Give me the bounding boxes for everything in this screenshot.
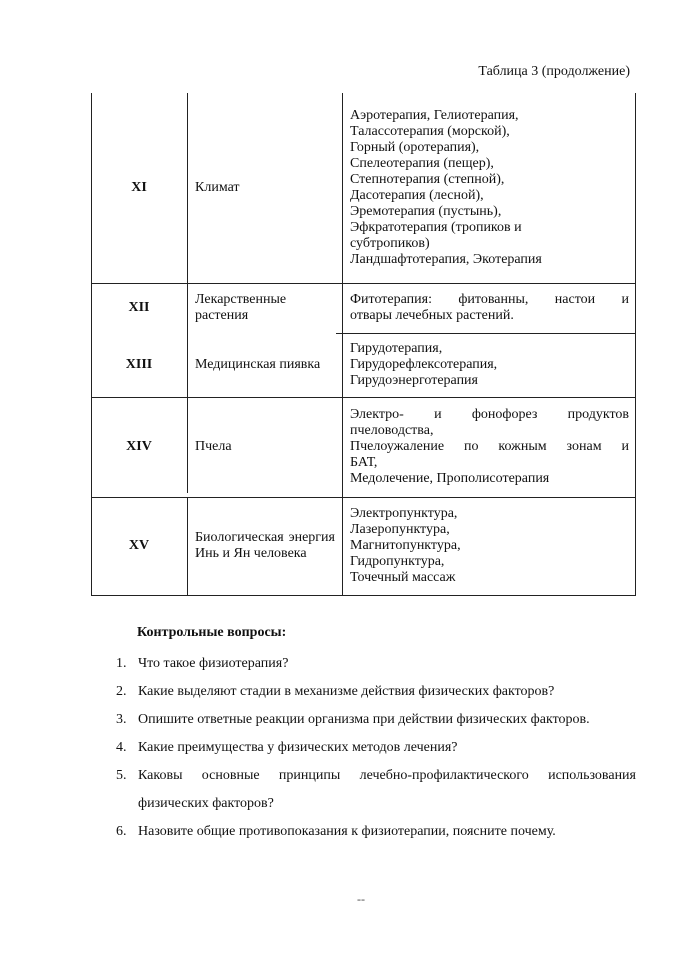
method-line: Гирудотерапия, xyxy=(350,341,443,356)
method-line: Магнитопунктура, xyxy=(350,538,461,553)
question-number: 5. xyxy=(116,768,127,783)
factor-name: Медицинская пиявка xyxy=(195,357,321,372)
method-line: Гирудорефлексотерапия, xyxy=(350,357,498,372)
factor-name: Климат xyxy=(195,180,240,195)
method-line: Аэротерапия, Гелиотерапия, xyxy=(350,108,519,123)
row-number: XII xyxy=(128,300,150,315)
method-line: отвары лечебных растений. xyxy=(350,308,514,323)
method-line: Электро- и фонофорез продуктов xyxy=(350,407,629,422)
method-line: БАТ, xyxy=(350,455,378,470)
row-number: XV xyxy=(128,538,150,553)
method-line: Эремотерапия (пустынь), xyxy=(350,204,502,219)
table-row xyxy=(91,497,636,595)
therapy-table xyxy=(91,93,636,596)
page-number: -- xyxy=(357,892,365,906)
question-number: 4. xyxy=(116,740,127,755)
methods-cell xyxy=(350,283,629,333)
method-line: Точечный массаж xyxy=(350,570,456,585)
row-number: XIII xyxy=(125,357,153,372)
factor-name: Лекарственные растения xyxy=(195,292,287,323)
method-line: Горный (оротерапия), xyxy=(350,140,480,155)
questions-list xyxy=(116,650,636,846)
row-number: XIV xyxy=(126,439,152,454)
method-line: Талассотерапия (морской), xyxy=(350,124,510,139)
question-text: Какие выделяют стадии в механизме действия физических факторов? xyxy=(138,684,555,699)
method-line: Фитотерапия: фитованны, настои и xyxy=(350,292,629,307)
list-item xyxy=(116,818,636,846)
method-line: Степнотерапия (степной), xyxy=(350,172,505,187)
question-number: 6. xyxy=(116,824,127,839)
method-line: Эфкратотерапия (тропиков и xyxy=(350,220,522,235)
list-item xyxy=(116,678,636,706)
question-text: Опишите ответные реакции организма при действии физических факторов. xyxy=(138,712,590,727)
methods-cell xyxy=(350,96,629,280)
question-text: Назовите общие противопоказания к физиотерапии, поясните почему. xyxy=(138,824,556,839)
method-line: пчеловодства, xyxy=(350,423,434,438)
methods-cell xyxy=(350,497,629,595)
method-line: Электропунктура, xyxy=(350,506,458,521)
method-line: Спелеотерапия (пещер), xyxy=(350,156,494,171)
question-number: 1. xyxy=(116,656,127,671)
method-line: Гирудоэнерготерапия xyxy=(350,373,478,388)
question-text: Какие преимущества у физических методов лечения? xyxy=(138,740,458,755)
methods-cell xyxy=(350,397,629,497)
method-line: Ландшафтотерапия, Экотерапия xyxy=(350,252,542,267)
factor-name: Пчела xyxy=(195,439,232,454)
question-text: Каковы основные принципы лечебно-профилактического использования физических факторов? xyxy=(138,768,636,811)
factor-name: Биологическая энергия Инь и Ян человека xyxy=(195,530,335,561)
table-row xyxy=(91,333,636,397)
table-row xyxy=(91,283,636,333)
list-item xyxy=(116,762,636,818)
method-line: Гидропунктура, xyxy=(350,554,445,569)
list-item xyxy=(116,734,636,762)
table-row xyxy=(91,93,636,283)
list-item xyxy=(116,706,636,734)
question-number: 2. xyxy=(116,684,127,699)
question-text: Что такое физиотерапия? xyxy=(138,656,289,671)
questions-heading: Контрольные вопросы: xyxy=(137,625,287,640)
question-number: 3. xyxy=(116,712,127,727)
row-number: XI xyxy=(131,180,147,195)
method-line: Пчелоужаление по кожным зонам и xyxy=(350,439,629,454)
table-row xyxy=(91,397,636,497)
method-line: субтропиков) xyxy=(350,236,430,251)
method-line: Медолечение, Прополисотерапия xyxy=(350,471,550,486)
methods-cell xyxy=(350,333,629,397)
method-line: Лазеропунктура, xyxy=(350,522,450,537)
table-bottom-border xyxy=(91,595,636,596)
method-line: Дасотерапия (лесной), xyxy=(350,188,484,203)
table-caption: Таблица 3 (продолжение) xyxy=(478,64,630,79)
list-item xyxy=(116,650,636,678)
